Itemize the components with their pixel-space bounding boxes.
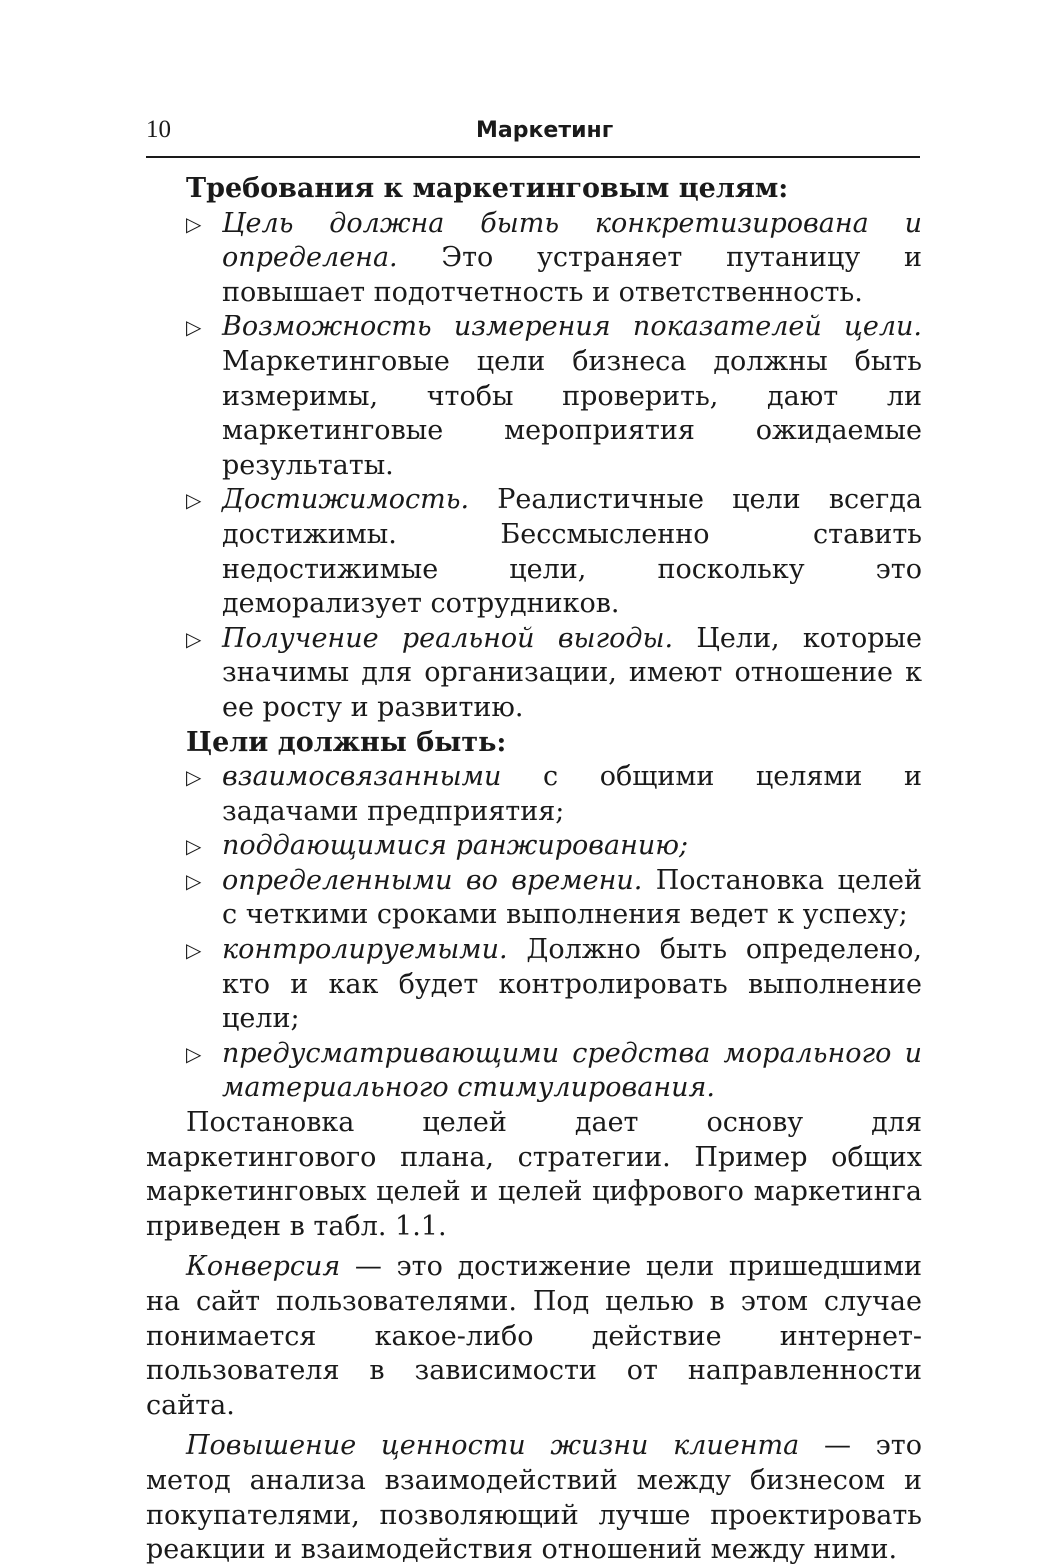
paragraph-customer-lifetime-value	[146, 1429, 922, 1567]
list-item	[146, 310, 922, 483]
item-text: Маркетинговые цели бизнеса должны быть измеримы, чтобы проверить, дают ли маркетинговые мероприятия ожидаемые результаты.	[222, 345, 922, 481]
triangle-bullet-icon: ▷	[186, 211, 202, 236]
item-term: взаимосвязанными	[222, 761, 502, 793]
item-text: Постановка целей с четкими сроками выполнения ведет к успеху;	[222, 864, 922, 931]
item-term: Цель должна быть конкретизирована и определена.	[222, 207, 922, 274]
triangle-bullet-icon: ▷	[186, 1041, 202, 1066]
item-term: Возможность измерения показателей цели.	[222, 311, 922, 343]
page-number: 10	[146, 116, 171, 143]
triangle-bullet-icon: ▷	[186, 488, 202, 513]
paragraph-conversion	[146, 1250, 922, 1423]
list-item	[146, 622, 922, 726]
triangle-bullet-icon: ▷	[186, 765, 202, 790]
conversion-term: Конверсия	[186, 1251, 341, 1283]
list-item	[146, 207, 922, 311]
item-term: поддающимися ранжированию;	[222, 830, 689, 862]
clv-text: — это метод анализа взаимодействий между бизнесом и покупателями, позволяющий лучше проектировать реакции и взаимодействия отношений между ними.	[146, 1430, 922, 1566]
page-body	[146, 172, 922, 1568]
triangle-bullet-icon: ▷	[186, 315, 202, 340]
item-text: Реалистичные цели всегда достижимы. Бессмысленно ставить недостижимые цели, поскольку это деморализует сотрудников.	[222, 484, 922, 620]
item-text: Это устраняет путаницу и повышает подотчетность и ответственность.	[222, 242, 922, 308]
goals-list	[146, 760, 922, 1106]
conversion-text: — это достижение цели пришедшими на сайт пользователями. Под целью в этом случае понимается какое-либо действие интернет-пользователя в зависимости от направленности сайта.	[146, 1251, 922, 1421]
list-item	[146, 483, 922, 621]
item-text: Цели, которые значимы для организации, имеют отношение к ее росту и развитию.	[222, 622, 922, 723]
item-text: с общими целями и задачами предприятия;	[222, 761, 922, 827]
triangle-bullet-icon: ▷	[186, 626, 202, 651]
list-item	[146, 760, 922, 829]
triangle-bullet-icon: ▷	[186, 834, 202, 859]
item-text: Должно быть определено, кто и как будет контролировать выполнение цели;	[222, 934, 922, 1035]
item-term: определенными во времени.	[222, 864, 643, 896]
list-item	[146, 933, 922, 1037]
requirements-heading: Требования к маркетинговым целям:	[186, 173, 789, 204]
paragraph-goal-setting: Постановка целей дает основу для маркетингового плана, стратегии. Пример общих маркетинговых целей и целей цифрового маркетинга приведен в табл. 1.1.	[146, 1107, 922, 1242]
item-term: Получение реальной выгоды.	[222, 622, 674, 654]
clv-term: Повышение ценности жизни клиента	[186, 1430, 800, 1462]
goals-heading: Цели должны быть:	[186, 726, 507, 758]
list-item	[146, 1037, 922, 1106]
item-term: Достижимость.	[222, 484, 470, 516]
requirements-list	[146, 207, 922, 726]
page-header	[146, 112, 920, 158]
list-item	[146, 864, 922, 933]
triangle-bullet-icon: ▷	[186, 868, 202, 893]
item-term: контролируемыми.	[222, 934, 508, 966]
item-term: предусматривающими средства морального и материального стимулирования.	[222, 1037, 922, 1104]
triangle-bullet-icon: ▷	[186, 938, 202, 963]
list-item	[146, 829, 922, 864]
running-title: Маркетинг	[476, 118, 614, 143]
